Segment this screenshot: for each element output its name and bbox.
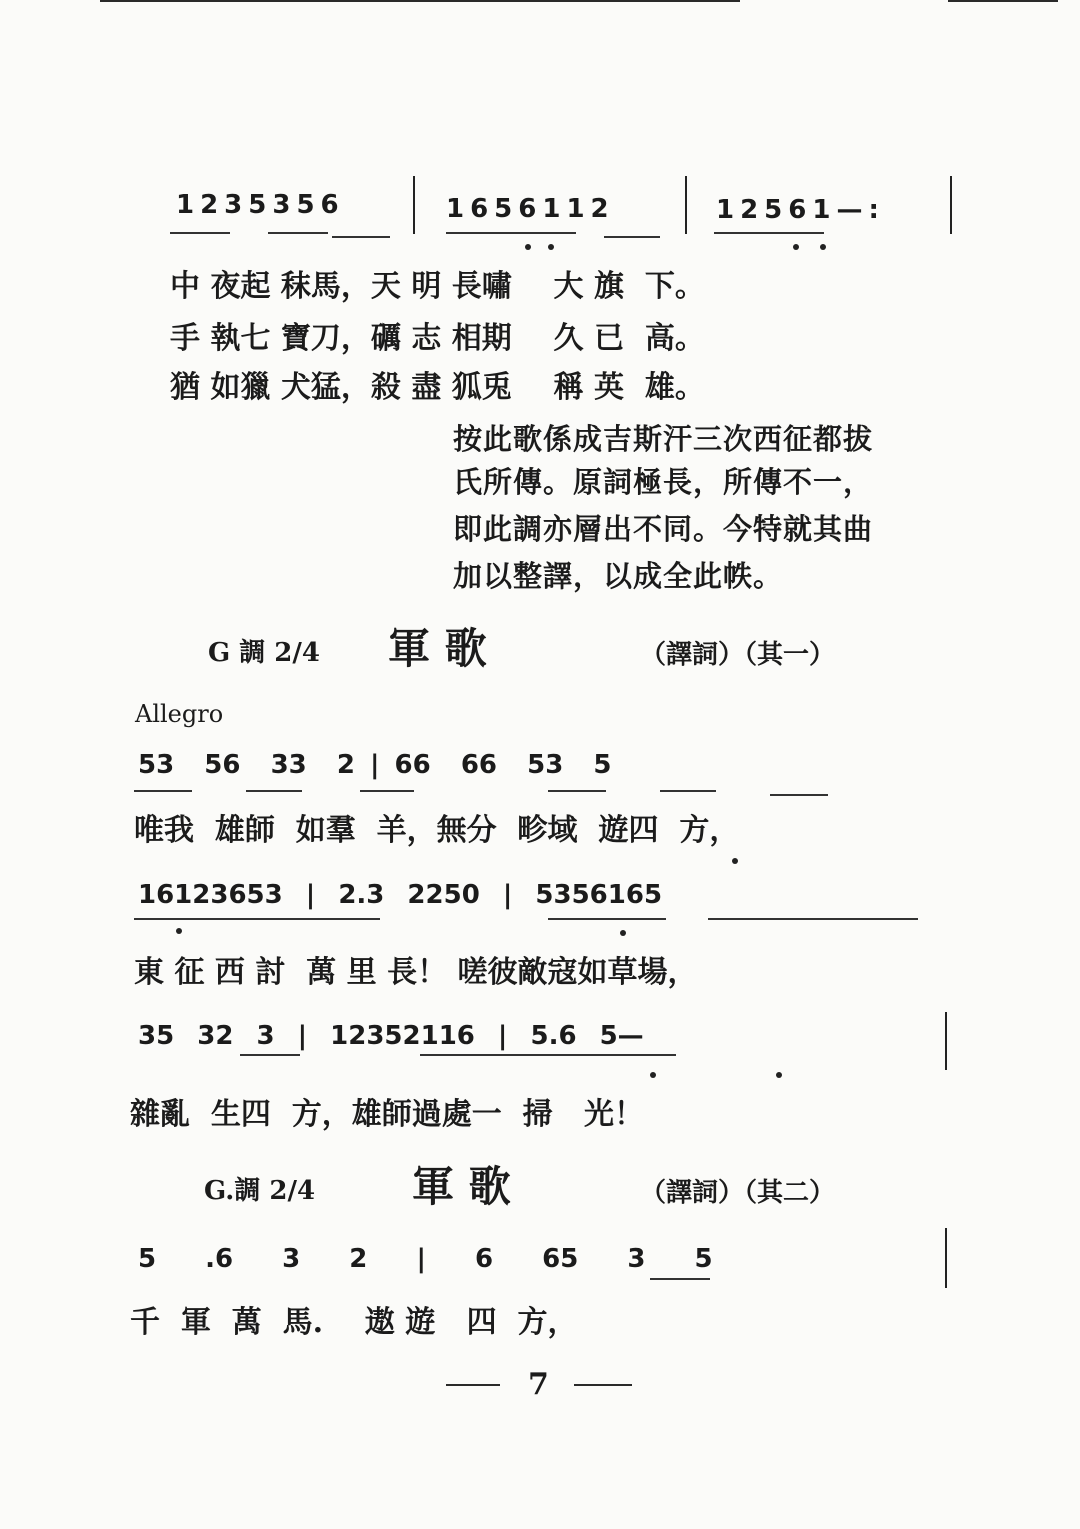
page-top-edge — [100, 0, 740, 2]
song1-notation-m3: 12561—: — [716, 195, 885, 225]
song2-row1-lyrics: 唯我 雄師 如羣 羊，無分 畛域 遊四 方， — [134, 813, 740, 848]
song2-row3-lyrics: 雜亂 生四 方，雄師過處一 掃 光！ — [130, 1097, 644, 1132]
page-top-edge-right — [948, 0, 1058, 2]
beam — [268, 232, 328, 234]
song3-row1-lyrics: 千 軍 萬 馬. 遨 遊 四 方， — [130, 1305, 578, 1340]
song1-lyric-3: 猶 如獵 犬猛，殺 盡 狐兎 稱 英 雄。 — [170, 370, 705, 405]
repeat-barline — [950, 176, 952, 234]
beam — [660, 790, 716, 792]
song1-note-line-3: 即此調亦層出不同。今特就其曲 — [453, 512, 874, 546]
beam — [240, 1054, 300, 1056]
octave-dot — [548, 244, 554, 250]
song3-key: G.調 2/4 — [204, 1176, 316, 1206]
song3-subtitle: （譯詞）（其二） — [640, 1178, 836, 1208]
beam — [548, 918, 666, 920]
octave-dot — [176, 928, 182, 934]
song3-row1-notation: 5 .6 3 2 | 6 65 3 5 — [138, 1244, 713, 1274]
octave-dot — [732, 858, 738, 864]
song1-lyric-1: 中 夜起 秣馬，天 明 長嘯 大 旗 下。 — [170, 269, 705, 304]
octave-dot — [820, 244, 826, 250]
octave-dot — [793, 244, 799, 250]
song2-row2-lyrics: 東 征 西 討 萬 里 長！ 嗟彼敵寇如草場， — [134, 955, 698, 990]
beam — [134, 918, 380, 920]
beam — [650, 1278, 710, 1280]
beam — [170, 232, 230, 234]
song2-row3-notation: 35 32 3 | 12352116 | 5.6 5— — [138, 1021, 644, 1051]
barline — [685, 176, 687, 234]
song3-title: 軍 歌 — [412, 1162, 511, 1211]
beam — [714, 232, 824, 234]
octave-dot — [525, 244, 531, 250]
octave-dot — [776, 1072, 782, 1078]
end-barline — [945, 1012, 947, 1070]
beam — [246, 790, 302, 792]
beam — [420, 1054, 676, 1056]
barline — [945, 1228, 947, 1288]
beam — [134, 790, 192, 792]
song1-note-line-2: 氏所傳。原詞極長，所傳不一， — [453, 465, 874, 499]
song1-note-line-4: 加以整譯，以成全此帙。 — [453, 559, 784, 593]
page-number-dash-left — [446, 1384, 500, 1386]
song2-tempo: Allegro — [135, 700, 224, 728]
song1-lyric-2: 手 執七 寶刀，礪 志 相期 久 已 高。 — [170, 321, 705, 356]
octave-dot — [650, 1072, 656, 1078]
song2-title: 軍 歌 — [388, 624, 487, 673]
beam — [446, 232, 576, 234]
page-number-dash-right — [574, 1384, 632, 1386]
beam — [770, 794, 828, 796]
song2-row2-notation: 16123653 | 2.3 2250 | 5356165 — [138, 880, 663, 910]
beam — [332, 236, 390, 238]
beam — [708, 918, 918, 920]
barline — [413, 176, 415, 234]
octave-dot — [620, 930, 626, 936]
song2-subtitle: （譯詞）（其一） — [640, 640, 836, 670]
song1-notation-m1: 1235356 — [176, 190, 345, 220]
song2-key: G 調 2/4 — [208, 638, 320, 668]
song1-note-line-1: 按此歌係成吉斯汗三次西征都拔 — [453, 422, 874, 456]
page-number: 7 — [528, 1367, 549, 1402]
song1-notation-m2: 1656112 — [446, 194, 615, 224]
beam — [604, 236, 660, 238]
song2-row1-notation: 53 56 33 2 | 66 66 53 5 — [138, 750, 612, 780]
beam — [360, 790, 414, 792]
beam — [548, 790, 606, 792]
